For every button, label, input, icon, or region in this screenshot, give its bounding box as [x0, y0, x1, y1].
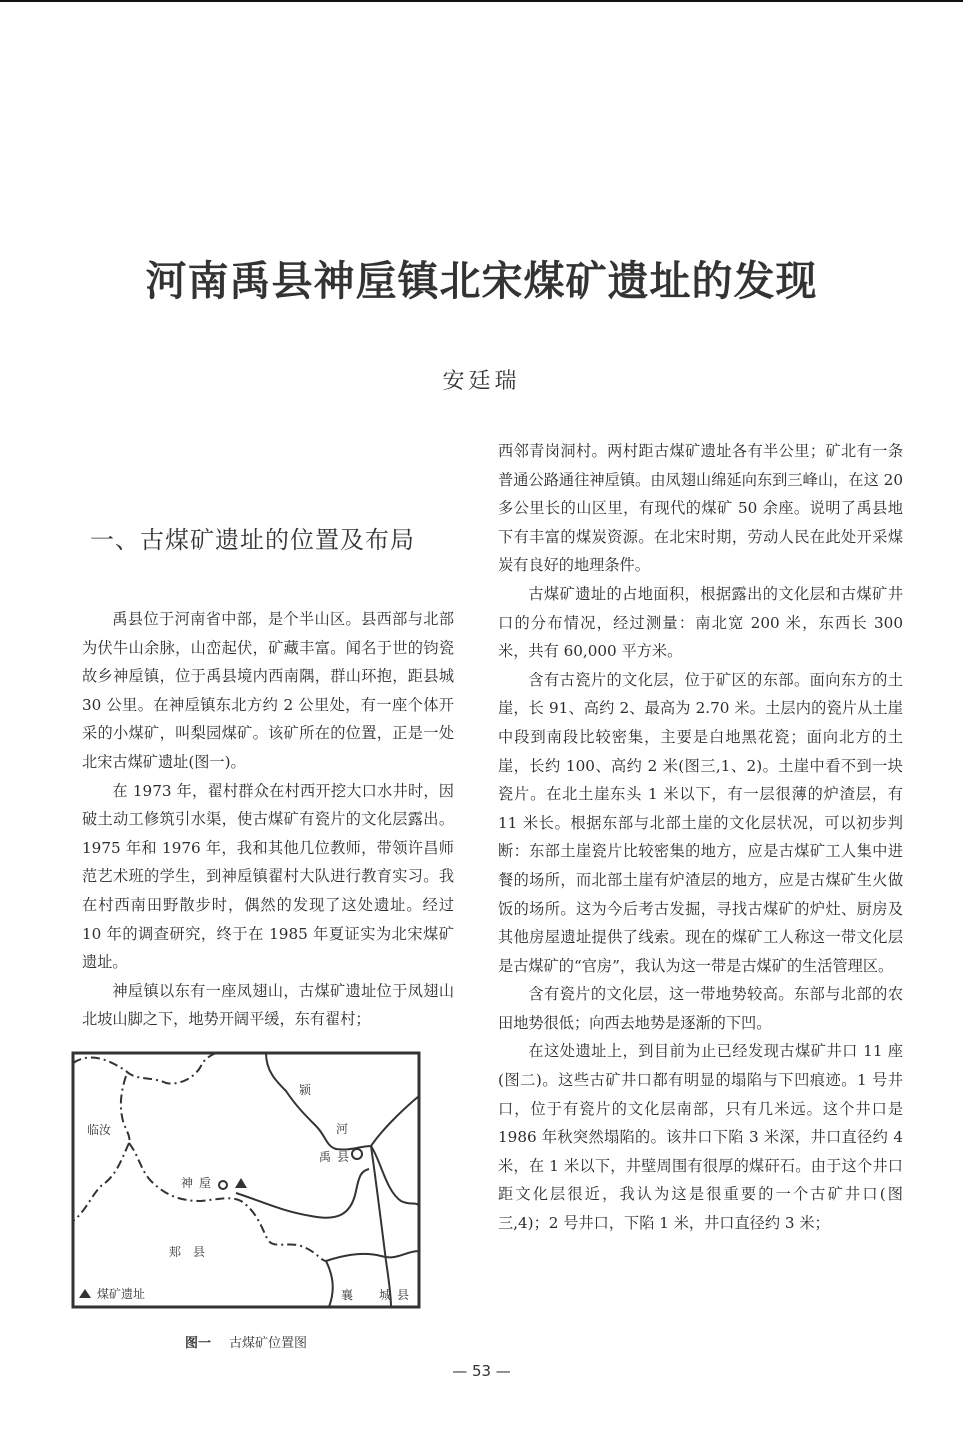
top-border-line: [0, 0, 963, 2]
paragraph-continuation: 西邻青岗洞村。两村距古煤矿遗址各有半公里；矿北有一条普通公路通往神垕镇。由凤翅山绵延向东到三峰山，在这 20 多公里长的山区里，有现代的煤矿 50 余座。说明了禹县地下有丰富的煤炭资源。在北宋时期，劳动人民在此处开采煤炭有良好的地理条件。: [498, 442, 903, 575]
map-label-ying: 颍: [299, 1083, 312, 1097]
river-middle: [236, 1169, 369, 1218]
map-label-xiang: 襄: [341, 1288, 354, 1302]
road-southeast: [326, 1251, 419, 1261]
boundary-linru-south: [73, 1143, 129, 1221]
coal-mine-site-icon: [235, 1178, 247, 1188]
paragraph: 在 1973 年，翟村群众在村西开挖大口水井时，因破土动工修筑引水渠，使古煤矿有瓷片的文化层露出。1975 年和 1976 年，我和其他几位教师，带领许昌师范艺术班的学生，到神垕镇翟村大队进行教育实习。我在村西南田野散步时，偶然的发现了这处遗址。经过 10 年的调查研究，终于在 1985 年夏证实为北宋煤矿遗址。: [82, 781, 454, 972]
paragraph: 禹县位于河南省中部，是个半山区。县西部与北部为伏牛山余脉，山峦起伏，矿藏丰富。闻名于世的钧瓷故乡神垕镇，位于禹县境内西南隅，群山环抱，距县城 30 公里。在神垕镇东北方约 2 公里处，有一座个体开采的小煤矿，叫梨园煤矿。该矿所在的位置，正是一处北宋古煤矿遗址(图一)。: [82, 610, 454, 771]
paragraph: 神垕镇以东有一座凤翅山，古煤矿遗址位于凤翅山北坡山脚之下，地势开阔平缓，东有翟村；: [82, 981, 454, 1029]
map-legend-label: 煤矿遗址: [97, 1287, 146, 1301]
figure-number: 图一: [184, 1336, 211, 1351]
river-southwest: [326, 1261, 333, 1307]
figure-caption: [71, 1332, 421, 1351]
article-title: 河南禹县神垕镇北宋煤矿遗址的发现: [145, 257, 818, 305]
article-author: 安廷瑞: [442, 369, 521, 394]
map-label-shenhou: 神垕: [181, 1176, 218, 1190]
map-label-chengxian: 城县: [379, 1288, 416, 1302]
legend-triangle-icon: [79, 1289, 91, 1298]
section-heading: 一、古煤矿遗址的位置及布局: [90, 526, 415, 554]
rivers: [236, 1053, 419, 1307]
shenhou-town-marker: [219, 1181, 227, 1189]
map-label-jiaxian: 郏县: [169, 1245, 218, 1259]
map-label-he: 河: [336, 1122, 349, 1136]
paragraph: 含有古瓷片的文化层，位于矿区的东部。面向东方的土崖，长 91、高约 2、最高为 2.70 米。土层内的瓷片从土崖中段到南段比较密集，主要是白地黑花瓷；面向北方的土崖，长约 100、高约 2 米(图三,1、2)。土崖中看不到一块瓷片。在北土崖东头 1 米以下，有一层很薄的炉渣层，有 11 米长。根据东部与北部土崖的文化层状况，可以初步判断：东部土崖瓷片比较密集的地方，应是古煤矿工人集中进餐的场所，而北部土崖有炉渣层的地方，应是古煤矿生火做饭的场所。这为今后考古发掘，寻找古煤矿的炉灶、厨房及其他房屋遗址提供了线索。现在的煤矿工人称这一带文化层是古煤矿的“官房”，我认为这一带是古煤矿的生活管理区。: [498, 670, 903, 975]
map-frame: [73, 1053, 419, 1307]
boundary-linru-east: [121, 1076, 130, 1143]
county-boundaries: [73, 1053, 326, 1261]
boundary-jiaxian: [129, 1143, 326, 1261]
paragraph: 古煤矿遗址的占地面积，根据露出的文化层和古煤矿井口的分布情况，经过测量：南北宽 200 米，东西长 300 米，共有 60,000 平方米。: [498, 584, 903, 661]
left-column: [82, 605, 454, 1034]
map-label-linru: 临汝: [87, 1123, 112, 1137]
right-column: [498, 437, 903, 1238]
figure-location-map: [71, 1051, 421, 1309]
boundary-north: [73, 1053, 216, 1084]
figure-caption-text: 古煤矿位置图: [229, 1336, 308, 1351]
map-label-yuxian: 禹县: [319, 1150, 356, 1164]
page-number: — 53 —: [452, 1362, 511, 1380]
paragraph: 在这处遗址上，到目前为止已经发现古煤矿井口 11 座(图二)。这些古矿井口都有明显的塌陷与下凹痕迹。1 号井口，位于有瓷片的文化层南部，只有几米远。这个井口是 1986 年秋突然塌陷的。该井口下陷 3 米深，井口直径约 4 米，在 1 米以下，井壁周围有很厚的煤矸石。由于这个井口距文化层很近，我认为这是很重要的一个古矿井口(图三,4)；2 号井口，下陷 1 米，井口直径约 3 米；: [498, 1042, 903, 1233]
paragraph: 含有瓷片的文化层，这一带地势较高。东部与北部的农田地势很低；向西去地势是逐渐的下凹。: [498, 985, 903, 1032]
location-map: [71, 1051, 421, 1309]
